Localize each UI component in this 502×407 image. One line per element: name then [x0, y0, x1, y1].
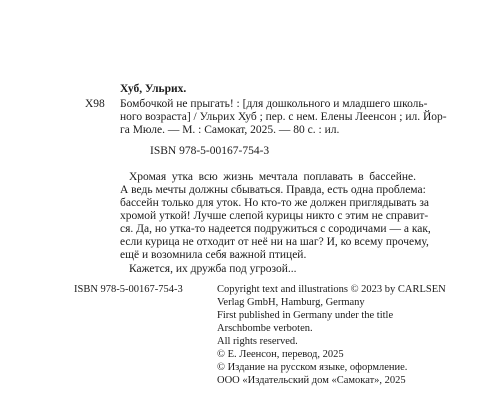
classification-code: Х98 [85, 98, 105, 110]
copyright-line: © Е. Леенсон, перевод, 2025 [217, 349, 344, 360]
copyright-line: Copyright text and illustrations © 2023 by CARLSEN [217, 284, 446, 295]
copyright-line: All rights reserved. [217, 336, 298, 347]
annotation-line: А ведь мечты должны сбываться. Правда, есть одна проблема: [120, 184, 426, 196]
copyright-line: First published in Germany under the title [217, 310, 394, 321]
footer-isbn: ISBN 978-5-00167-754-3 [74, 284, 183, 295]
annotation-line: Хромая утка всю жизнь мечтала поплавать в бассейне. [129, 171, 416, 183]
annotation-line: ещё и возомнила себя важной птицей. [120, 249, 307, 261]
description-line: ного возраста] / Ульрих Хуб ; пер. с нем. Елены Леенсон ; ил. Йор- [120, 111, 447, 123]
description-line: га Мюле. — М. : Самокат, 2025. — 80 с. : ил. [120, 124, 340, 136]
annotation-line: хромой уткой! Лучше слепой курицы никто с этим не справит- [120, 210, 429, 222]
annotation-line: ся. Да, но утка-то надеется подружиться с сородичами — а как, [120, 223, 431, 235]
copyright-line: © Издание на русском языке, оформление. [217, 362, 408, 373]
copyright-line: Arschbombe verboten. [217, 323, 313, 334]
annotation-line: бассейн только для уток. Но кто-то же должен приглядывать за [120, 197, 430, 209]
author-heading: Хуб, Ульрих. [120, 83, 187, 95]
description-line: Бомбочкой не прыгать! : [для дошкольного и младшего школь- [120, 98, 428, 110]
copyright-line: ООО «Издательский дом «Самокат», 2025 [217, 375, 406, 386]
annotation-last-line: Кажется, их дружба под угрозой... [129, 263, 297, 275]
copyright-line: Verlag GmbH, Hamburg, Germany [217, 297, 365, 308]
annotation-line: если курица не отходит от неё ни на шаг? И, ко всему прочему, [120, 236, 429, 248]
catalog-isbn: ISBN 978-5-00167-754-3 [150, 145, 270, 157]
